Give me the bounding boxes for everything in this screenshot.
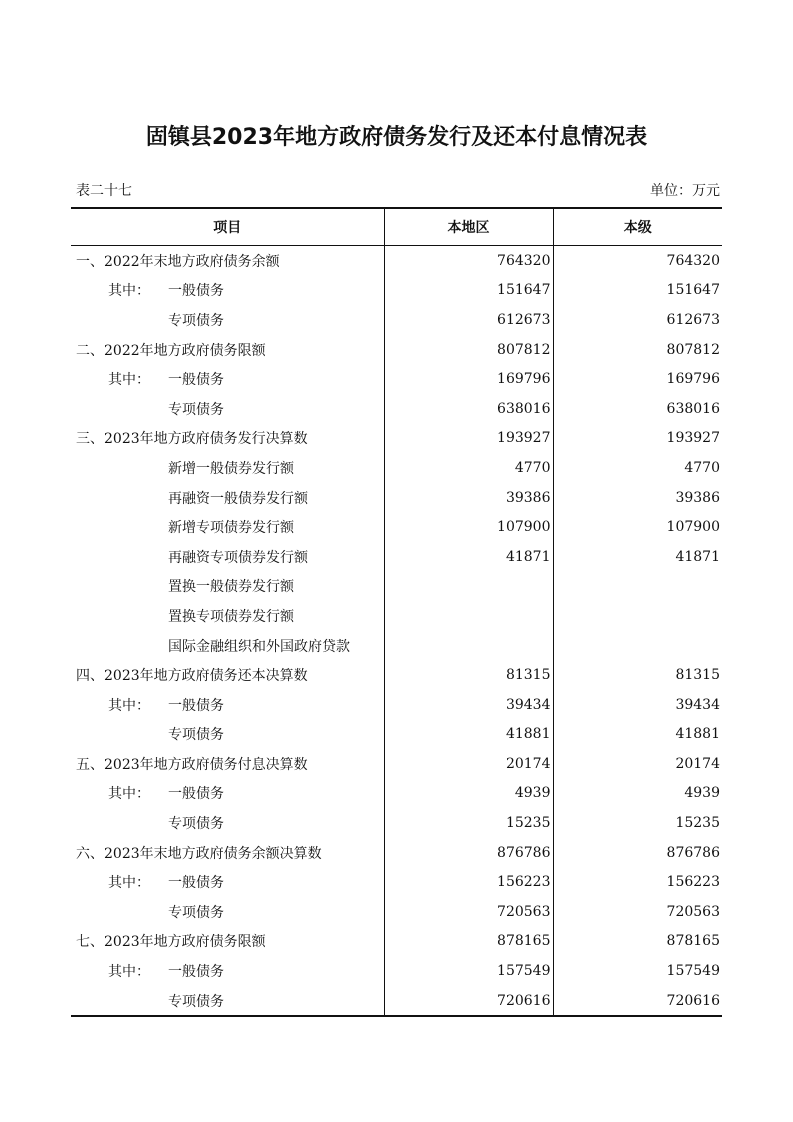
debt-table: [71, 207, 722, 1017]
row-label: 一般债务: [168, 697, 224, 714]
row-label: 再融资专项债券发行额: [168, 549, 308, 566]
row-label: 一般债务: [168, 786, 224, 803]
row-item-cell: [71, 572, 384, 602]
row-label: 七、2023年地方政府债务限额: [76, 934, 266, 951]
row-item-cell: [71, 779, 384, 809]
row-local-value: 39434: [384, 690, 553, 720]
row-item-cell: [71, 542, 384, 572]
row-label: 六、2023年末地方政府债务余额决算数: [76, 845, 322, 862]
table-row: [71, 483, 722, 513]
row-item-cell: [71, 276, 384, 306]
row-local-value: [384, 572, 553, 602]
row-local-value: 107900: [384, 512, 553, 542]
row-label: 专项债务: [168, 993, 224, 1010]
row-label: 五、2023年地方政府债务付息决算数: [76, 756, 308, 773]
row-prefix: 其中：: [108, 283, 150, 300]
row-level-value: 638016: [553, 394, 722, 424]
table-row: [71, 986, 722, 1017]
row-level-value: 20174: [553, 749, 722, 779]
row-item-cell: [71, 749, 384, 779]
header-level: 本级: [553, 208, 722, 246]
row-item-cell: [71, 808, 384, 838]
table-row: [71, 690, 722, 720]
row-item-cell: [71, 631, 384, 661]
row-prefix: 其中：: [108, 697, 150, 714]
table-header-row: [71, 208, 722, 246]
row-local-value: 157549: [384, 956, 553, 986]
table-row: [71, 394, 722, 424]
row-local-value: 720616: [384, 986, 553, 1017]
row-label: 专项债务: [168, 904, 224, 921]
table-row: [71, 956, 722, 986]
row-level-value: 157549: [553, 956, 722, 986]
row-local-value: 612673: [384, 305, 553, 335]
row-item-cell: [71, 424, 384, 454]
row-item-cell: [71, 305, 384, 335]
row-local-value: 169796: [384, 364, 553, 394]
row-item-cell: [71, 867, 384, 897]
table-row: [71, 601, 722, 631]
row-local-value: 39386: [384, 483, 553, 513]
row-item-cell: [71, 927, 384, 957]
row-item-cell: [71, 483, 384, 513]
row-local-value: 193927: [384, 424, 553, 454]
row-local-value: [384, 601, 553, 631]
row-item-cell: [71, 690, 384, 720]
table-row: [71, 927, 722, 957]
row-label: 再融资一般债券发行额: [168, 490, 308, 507]
row-local-value: 807812: [384, 335, 553, 365]
row-level-value: [553, 572, 722, 602]
row-local-value: 764320: [384, 246, 553, 276]
row-local-value: 151647: [384, 276, 553, 306]
row-level-value: 41881: [553, 720, 722, 750]
table-row: [71, 424, 722, 454]
table-row: [71, 897, 722, 927]
row-label: 三、2023年地方政府债务发行决算数: [76, 431, 308, 448]
table-row: [71, 335, 722, 365]
table-row: [71, 779, 722, 809]
table-body: [71, 246, 722, 1017]
row-local-value: 876786: [384, 838, 553, 868]
row-level-value: [553, 601, 722, 631]
row-level-value: 720616: [553, 986, 722, 1017]
row-local-value: 4939: [384, 779, 553, 809]
row-label: 专项债务: [168, 401, 224, 418]
table-row: [71, 542, 722, 572]
row-item-cell: [71, 246, 384, 276]
row-level-value: 156223: [553, 867, 722, 897]
row-label: 一、2022年末地方政府债务余额: [76, 253, 280, 270]
table-row: [71, 838, 722, 868]
row-level-value: 15235: [553, 808, 722, 838]
row-label: 新增专项债券发行额: [168, 520, 294, 537]
row-level-value: 720563: [553, 897, 722, 927]
table-row: [71, 364, 722, 394]
header-item: 项目: [71, 208, 384, 246]
row-label: 国际金融组织和外国政府贷款: [168, 638, 350, 655]
table-row: [71, 453, 722, 483]
table-code: 表二十七: [76, 183, 132, 199]
row-item-cell: [71, 986, 384, 1017]
table-row: [71, 808, 722, 838]
table-row: [71, 276, 722, 306]
row-item-cell: [71, 335, 384, 365]
row-prefix: 其中：: [108, 875, 150, 892]
row-level-value: 193927: [553, 424, 722, 454]
row-local-value: 638016: [384, 394, 553, 424]
row-level-value: 612673: [553, 305, 722, 335]
row-label: 新增一般债券发行额: [168, 460, 294, 477]
table-row: [71, 246, 722, 276]
row-level-value: [553, 631, 722, 661]
row-label: 置换一般债券发行额: [168, 579, 294, 596]
row-local-value: 20174: [384, 749, 553, 779]
row-item-cell: [71, 394, 384, 424]
row-prefix: 其中：: [108, 372, 150, 389]
row-prefix: 其中：: [108, 964, 150, 981]
page-title: 固镇县2023年地方政府债务发行及还本付息情况表: [145, 125, 648, 150]
row-level-value: 151647: [553, 276, 722, 306]
row-item-cell: [71, 838, 384, 868]
table-row: [71, 572, 722, 602]
table-row: [71, 631, 722, 661]
row-level-value: 4939: [553, 779, 722, 809]
row-level-value: 4770: [553, 453, 722, 483]
row-level-value: 807812: [553, 335, 722, 365]
row-label: 一般债务: [168, 875, 224, 892]
row-item-cell: [71, 897, 384, 927]
row-level-value: 876786: [553, 838, 722, 868]
row-level-value: 169796: [553, 364, 722, 394]
row-local-value: 4770: [384, 453, 553, 483]
row-item-cell: [71, 660, 384, 690]
row-level-value: 81315: [553, 660, 722, 690]
table-row: [71, 512, 722, 542]
table-row: [71, 749, 722, 779]
row-local-value: 720563: [384, 897, 553, 927]
row-label: 专项债务: [168, 312, 224, 329]
unit-label: 单位：万元: [650, 183, 720, 199]
row-local-value: 81315: [384, 660, 553, 690]
row-label: 一般债务: [168, 372, 224, 389]
row-local-value: 156223: [384, 867, 553, 897]
row-level-value: 107900: [553, 512, 722, 542]
row-level-value: 41871: [553, 542, 722, 572]
row-item-cell: [71, 364, 384, 394]
row-item-cell: [71, 956, 384, 986]
row-level-value: 39434: [553, 690, 722, 720]
row-local-value: [384, 631, 553, 661]
table-row: [71, 660, 722, 690]
row-item-cell: [71, 601, 384, 631]
row-label: 二、2022年地方政府债务限额: [76, 342, 266, 359]
row-local-value: 41871: [384, 542, 553, 572]
row-label: 专项债务: [168, 816, 224, 833]
row-item-cell: [71, 512, 384, 542]
row-level-value: 39386: [553, 483, 722, 513]
row-item-cell: [71, 720, 384, 750]
row-label: 专项债务: [168, 727, 224, 744]
table-row: [71, 867, 722, 897]
row-local-value: 878165: [384, 927, 553, 957]
row-label: 一般债务: [168, 283, 224, 300]
row-local-value: 15235: [384, 808, 553, 838]
row-local-value: 41881: [384, 720, 553, 750]
header-local: 本地区: [384, 208, 553, 246]
row-prefix: 其中：: [108, 786, 150, 803]
table-row: [71, 305, 722, 335]
row-label: 四、2023年地方政府债务还本决算数: [76, 668, 308, 685]
row-level-value: 764320: [553, 246, 722, 276]
row-label: 置换专项债券发行额: [168, 608, 294, 625]
row-label: 一般债务: [168, 964, 224, 981]
table-row: [71, 720, 722, 750]
row-item-cell: [71, 453, 384, 483]
row-level-value: 878165: [553, 927, 722, 957]
